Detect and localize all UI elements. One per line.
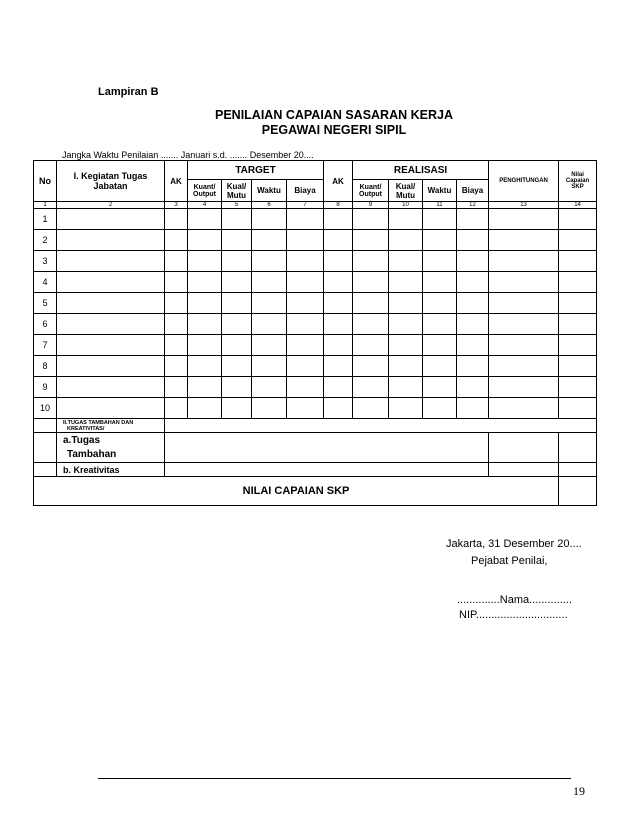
header-realisasi-kual xyxy=(389,180,423,202)
table-row xyxy=(34,314,597,335)
table-row xyxy=(34,293,597,314)
table-cell xyxy=(188,272,222,293)
kuant-line2: Output xyxy=(359,190,382,198)
table-cell xyxy=(457,293,489,314)
table-cell xyxy=(457,377,489,398)
table-cell xyxy=(353,356,389,377)
table-cell xyxy=(559,335,597,356)
table-cell xyxy=(252,272,287,293)
table-cell xyxy=(252,209,287,230)
col-number: 5 xyxy=(222,202,252,209)
table-cell xyxy=(287,314,324,335)
kuant-line2: Output xyxy=(193,190,216,198)
header-realisasi-waktu: Waktu xyxy=(423,180,457,202)
table-cell xyxy=(57,272,165,293)
table-cell xyxy=(165,314,188,335)
table-cell xyxy=(165,230,188,251)
header-realisasi-biaya: Biaya xyxy=(457,180,489,202)
table-cell xyxy=(287,230,324,251)
tugas-tambahan-line2: Tambahan xyxy=(67,448,117,460)
table-cell xyxy=(287,335,324,356)
table-cell xyxy=(324,314,353,335)
table-cell xyxy=(222,251,252,272)
table-cell xyxy=(423,398,457,419)
col-number: 7 xyxy=(287,202,324,209)
table-row xyxy=(34,272,597,293)
signature-place-date: Jakarta, 31 Desember 20.... xyxy=(446,538,582,550)
table-cell xyxy=(559,230,597,251)
row-number: 1 xyxy=(34,209,57,230)
table-cell xyxy=(457,398,489,419)
table-cell xyxy=(389,356,423,377)
table-cell xyxy=(324,335,353,356)
tugas-tambahan-label xyxy=(57,433,165,463)
row-number: 4 xyxy=(34,272,57,293)
col-number: 3 xyxy=(165,202,188,209)
table-cell xyxy=(489,209,559,230)
table-cell xyxy=(287,293,324,314)
table-cell xyxy=(353,335,389,356)
table-row xyxy=(34,356,597,377)
table-cell xyxy=(423,314,457,335)
table-cell xyxy=(188,314,222,335)
table-cell xyxy=(57,314,165,335)
table-cell xyxy=(489,293,559,314)
table-cell xyxy=(353,209,389,230)
table-cell xyxy=(287,272,324,293)
table-cell xyxy=(188,293,222,314)
kreativitas-row xyxy=(34,463,597,477)
table-cell xyxy=(324,209,353,230)
table-cell xyxy=(165,377,188,398)
row-number: 3 xyxy=(34,251,57,272)
table-cell xyxy=(423,293,457,314)
header-kegiatan xyxy=(57,161,165,202)
tugas-tambahan-header-row xyxy=(34,419,597,433)
table-cell xyxy=(287,377,324,398)
table-cell xyxy=(389,314,423,335)
table-cell xyxy=(389,377,423,398)
table-cell xyxy=(489,356,559,377)
table-cell xyxy=(57,209,165,230)
header-nilai-capaian xyxy=(559,161,597,202)
table-cell xyxy=(423,251,457,272)
table-cell xyxy=(353,230,389,251)
table-cell xyxy=(389,209,423,230)
table-cell xyxy=(188,209,222,230)
table-row xyxy=(34,335,597,356)
table-cell xyxy=(489,251,559,272)
signature-nip: NIP.............................. xyxy=(459,609,568,621)
header-kegiatan-line1: I. Kegiatan Tugas xyxy=(73,171,148,181)
table-cell xyxy=(559,209,597,230)
header-target: TARGET xyxy=(188,161,324,180)
table-cell xyxy=(353,251,389,272)
table-cell xyxy=(222,230,252,251)
table-row xyxy=(34,377,597,398)
table-cell xyxy=(57,335,165,356)
table-cell xyxy=(188,356,222,377)
header-realisasi: REALISASI xyxy=(353,161,489,180)
table-cell xyxy=(423,377,457,398)
table-cell xyxy=(489,272,559,293)
table-cell xyxy=(165,272,188,293)
table-cell xyxy=(188,251,222,272)
header-nilai-line3: SKP xyxy=(571,184,584,190)
table-cell xyxy=(287,398,324,419)
table-cell xyxy=(559,314,597,335)
kual-line2: Mutu xyxy=(226,190,247,200)
nilai-capaian-row xyxy=(34,477,597,506)
table-cell xyxy=(423,230,457,251)
document-title-line1: PENILAIAN CAPAIAN SASARAN KERJA xyxy=(215,108,453,122)
table-cell xyxy=(324,272,353,293)
table-cell xyxy=(457,251,489,272)
row-number: 5 xyxy=(34,293,57,314)
table-cell xyxy=(457,209,489,230)
table-cell xyxy=(222,356,252,377)
footer-divider xyxy=(98,778,571,779)
table-cell xyxy=(188,230,222,251)
table-cell xyxy=(188,398,222,419)
table-cell xyxy=(252,230,287,251)
table-cell xyxy=(457,314,489,335)
table-cell xyxy=(559,398,597,419)
table-cell xyxy=(559,293,597,314)
table-cell xyxy=(489,377,559,398)
table-cell xyxy=(423,272,457,293)
table-cell xyxy=(353,314,389,335)
col-number: 9 xyxy=(353,202,389,209)
kual-line1: Kual/ xyxy=(395,181,416,191)
table-cell xyxy=(57,377,165,398)
table-row xyxy=(34,398,597,419)
col-number: 11 xyxy=(423,202,457,209)
table-cell xyxy=(252,314,287,335)
signature-role: Pejabat Penilai, xyxy=(471,555,548,567)
header-target-kual xyxy=(222,180,252,202)
table-cell xyxy=(559,251,597,272)
table-row xyxy=(34,230,597,251)
nilai-capaian-value xyxy=(559,477,597,506)
col-number: 4 xyxy=(188,202,222,209)
table-cell xyxy=(252,398,287,419)
table-cell xyxy=(57,251,165,272)
col-number: 6 xyxy=(252,202,287,209)
table-cell xyxy=(423,356,457,377)
header-penghitungan: PENGHITUNGAN xyxy=(489,161,559,202)
table-cell xyxy=(188,377,222,398)
table-cell xyxy=(489,398,559,419)
table-cell xyxy=(57,230,165,251)
col-number: 14 xyxy=(559,202,597,209)
header-target-kuant xyxy=(188,180,222,202)
lampiran-label: Lampiran B xyxy=(98,86,159,98)
page-number: 19 xyxy=(573,784,585,798)
tugas-tambahan-header-line2: KREATIVITAS/ xyxy=(67,425,105,432)
row-number: 6 xyxy=(34,314,57,335)
table-cell xyxy=(324,377,353,398)
col-number: 2 xyxy=(57,202,165,209)
header-target-biaya: Biaya xyxy=(287,180,324,202)
table-cell xyxy=(252,377,287,398)
table-cell xyxy=(222,272,252,293)
table-cell xyxy=(252,293,287,314)
skp-table xyxy=(33,160,597,506)
table-cell xyxy=(389,251,423,272)
table-cell xyxy=(457,230,489,251)
table-cell xyxy=(489,314,559,335)
tugas-tambahan-header xyxy=(57,419,165,433)
table-cell xyxy=(165,335,188,356)
col-number: 13 xyxy=(489,202,559,209)
table-cell xyxy=(165,251,188,272)
table-cell xyxy=(188,335,222,356)
table-cell xyxy=(165,398,188,419)
col-number: 10 xyxy=(389,202,423,209)
table-cell xyxy=(222,209,252,230)
table-cell xyxy=(324,356,353,377)
table-row xyxy=(34,251,597,272)
table-cell xyxy=(287,209,324,230)
header-nilai-line1: Nilai xyxy=(571,172,584,178)
kuant-line1: Kuant/ xyxy=(359,183,382,191)
table-cell xyxy=(222,377,252,398)
table-cell xyxy=(353,272,389,293)
table-cell xyxy=(457,335,489,356)
table-cell xyxy=(559,272,597,293)
table-row xyxy=(34,209,597,230)
header-ak-realisasi: AK xyxy=(324,161,353,202)
col-number: 8 xyxy=(324,202,353,209)
table-cell xyxy=(252,251,287,272)
table-cell xyxy=(222,398,252,419)
table-cell xyxy=(489,335,559,356)
table-cell xyxy=(389,230,423,251)
table-cell xyxy=(287,251,324,272)
header-kegiatan-line2: Jabatan xyxy=(93,181,128,191)
table-cell xyxy=(165,356,188,377)
table-cell xyxy=(287,356,324,377)
header-nilai-line2: Capaian xyxy=(565,178,590,184)
document-title-line2: PEGAWAI NEGERI SIPIL xyxy=(261,123,407,137)
table-cell xyxy=(353,293,389,314)
table-cell xyxy=(222,335,252,356)
table-cell xyxy=(353,398,389,419)
kreativitas-label: b. Kreativitas xyxy=(57,463,165,477)
table-cell xyxy=(324,230,353,251)
table-cell xyxy=(389,293,423,314)
table-cell xyxy=(57,356,165,377)
header-ak-target: AK xyxy=(165,161,188,202)
table-cell xyxy=(457,356,489,377)
table-cell xyxy=(252,335,287,356)
table-cell xyxy=(222,314,252,335)
table-cell xyxy=(389,335,423,356)
table-cell xyxy=(457,272,489,293)
table-cell xyxy=(423,335,457,356)
signature-name: ..............Nama.............. xyxy=(457,594,572,606)
table-cell xyxy=(489,230,559,251)
kuant-line1: Kuant/ xyxy=(193,183,216,191)
table-cell xyxy=(57,293,165,314)
table-cell xyxy=(423,209,457,230)
table-cell xyxy=(559,377,597,398)
tugas-tambahan-row xyxy=(34,433,597,463)
col-number: 1 xyxy=(34,202,57,209)
table-cell xyxy=(324,398,353,419)
table-cell xyxy=(389,398,423,419)
nilai-capaian-label: NILAI CAPAIAN SKP xyxy=(34,477,559,506)
tugas-tambahan-header-line1: II.TUGAS TAMBAHAN DAN xyxy=(63,419,134,426)
header-target-waktu: Waktu xyxy=(252,180,287,202)
row-number: 9 xyxy=(34,377,57,398)
assessment-period: Jangka Waktu Penilaian ....... Januari s.d. ....... Desember 20.... xyxy=(62,150,314,160)
table-cell xyxy=(165,209,188,230)
row-number: 8 xyxy=(34,356,57,377)
table-cell xyxy=(252,356,287,377)
col-number: 12 xyxy=(457,202,489,209)
kual-line2: Mutu xyxy=(395,190,416,200)
kual-line1: Kual/ xyxy=(226,181,247,191)
table-cell xyxy=(324,251,353,272)
row-number: 2 xyxy=(34,230,57,251)
row-number: 7 xyxy=(34,335,57,356)
table-cell xyxy=(353,377,389,398)
header-no: No xyxy=(34,161,57,202)
table-cell xyxy=(389,272,423,293)
table-cell xyxy=(222,293,252,314)
row-number: 10 xyxy=(34,398,57,419)
table-cell xyxy=(57,398,165,419)
header-realisasi-kuant xyxy=(353,180,389,202)
table-cell xyxy=(165,293,188,314)
column-number-row xyxy=(34,202,597,209)
tugas-tambahan-line1: a.Tugas xyxy=(63,434,101,446)
table-cell xyxy=(559,356,597,377)
table-cell xyxy=(324,293,353,314)
